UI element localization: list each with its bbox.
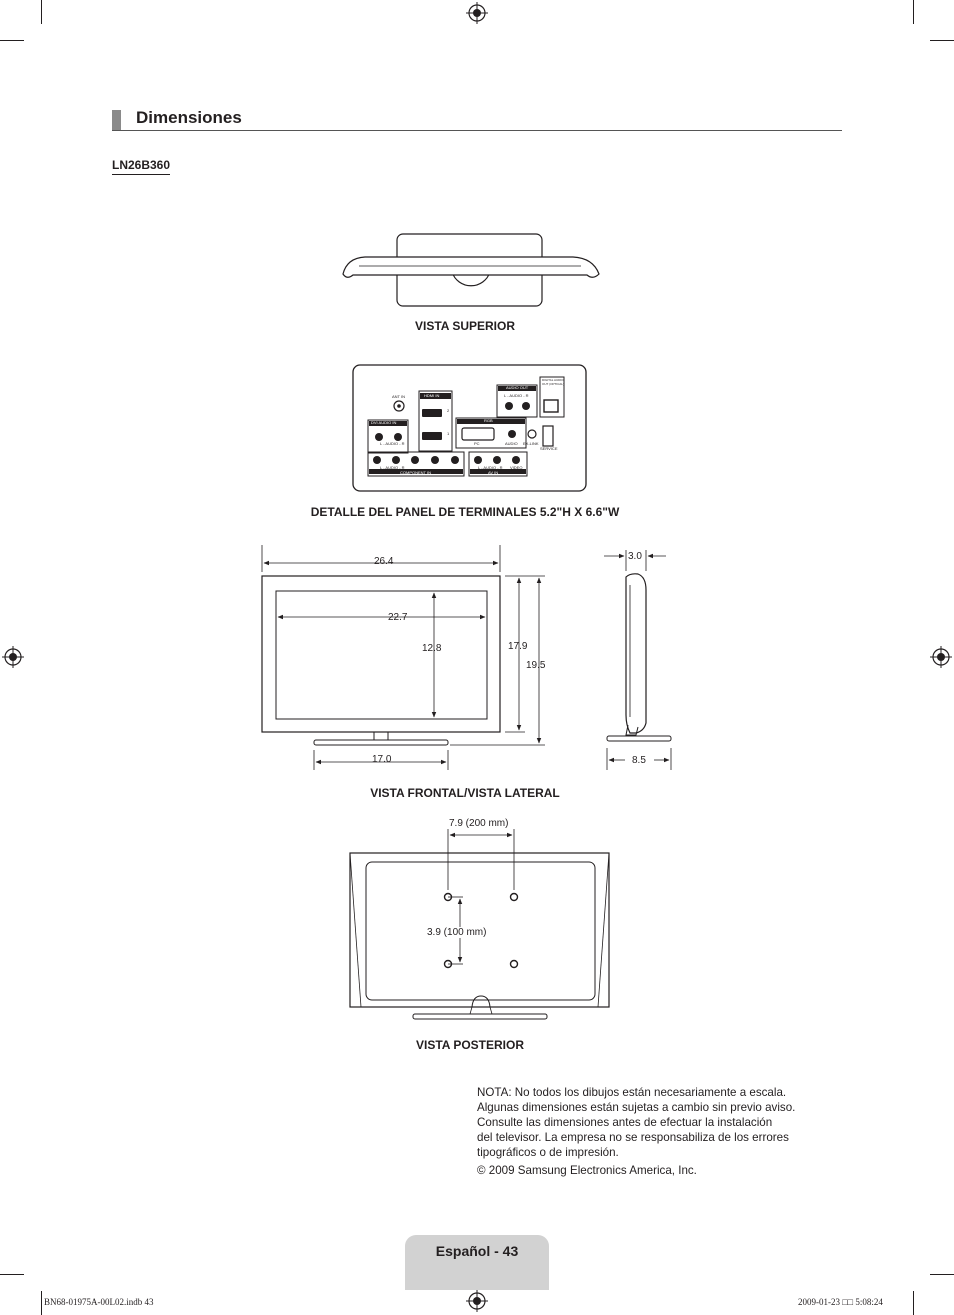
panel-label-av-in: AV IN [488, 470, 499, 475]
note-line: Algunas dimensiones están sujetas a cambio sin previo aviso. [477, 1101, 796, 1114]
service-usb-port-icon [543, 426, 553, 446]
crop-mark [913, 1291, 914, 1315]
crop-mark [41, 1291, 42, 1315]
crop-mark [930, 40, 954, 41]
footer-timestamp: 2009-01-23 □□ 5:08:24 [798, 1297, 883, 1307]
crop-mark [930, 1274, 954, 1275]
registration-mark-icon [930, 646, 952, 668]
hdmi-2-port-icon [422, 409, 442, 417]
panel-label-component-lr: L - AUDIO - R [380, 465, 405, 470]
dim-stand-depth: 8.5 [632, 755, 646, 766]
top-view-caption: VISTA SUPERIOR [414, 319, 515, 333]
dim-vesa-vertical: 3.9 (100 mm) [427, 927, 487, 938]
disclaimer-note [477, 1085, 827, 1178]
panel-label-rgb: RGB [484, 418, 493, 423]
copyright-line: © 2009 Samsung Electronics America, Inc. [477, 1164, 697, 1177]
dim-overall-width: 26.4 [374, 556, 394, 567]
registration-mark-icon [2, 646, 24, 668]
panel-label-audio-out-lr: L - AUDIO - R [504, 393, 529, 398]
dim-depth: 3.0 [628, 551, 642, 562]
model-number: LN26B360 [112, 158, 170, 175]
top-view-drawing [335, 230, 605, 310]
panel-label-dvi-audio-lr: L - AUDIO - R [380, 441, 405, 446]
note-line: Consulte las dimensiones antes de efectuar la instalación [477, 1116, 773, 1129]
rear-view-drawing [345, 815, 615, 1025]
front-view-drawing [255, 540, 555, 775]
panel-label-hdmi-1: 1 [447, 431, 450, 436]
section-title: Dimensiones [136, 108, 242, 127]
registration-mark-icon [466, 1290, 488, 1312]
dim-height-with-stand: 19.5 [526, 660, 546, 671]
section-rule [112, 130, 842, 131]
panel-label-digital-audio-out: DIGITAL AUDIO OUT (OPTICAL) [542, 378, 564, 386]
note-line: del televisor. La empresa no se responsabiliza de los errores [477, 1131, 789, 1144]
terminal-panel-caption: DETALLE DEL PANEL DE TERMINALES 5.2"H X 6.6"W [310, 505, 620, 519]
section-bar [112, 110, 121, 131]
panel-label-audio: AUDIO [505, 441, 518, 446]
rear-view-caption: VISTA POSTERIOR [415, 1038, 524, 1052]
panel-label-pc: PC [474, 441, 480, 446]
crop-mark [41, 0, 42, 24]
registration-mark-icon [466, 2, 488, 24]
vesa-hole-icon [511, 961, 518, 968]
panel-label-service: SERVICE [540, 446, 558, 451]
crop-mark [913, 0, 914, 24]
panel-label-av-lr: L - AUDIO - R [478, 465, 503, 470]
panel-label-ant-in: ANT IN [392, 394, 406, 399]
vesa-hole-icon [511, 894, 518, 901]
front-side-view-caption: VISTA FRONTAL/VISTA LATERAL [370, 786, 560, 800]
page-number-label: Español - 43 [435, 1243, 519, 1259]
crop-mark [0, 1274, 24, 1275]
note-line: NOTA: No todos los dibujos están necesariamente a escala. [477, 1086, 787, 1099]
side-view-drawing [600, 545, 680, 775]
note-line: tipográficos o de impresión. [477, 1146, 619, 1159]
panel-label-component-in: COMPONENT IN [400, 470, 432, 475]
panel-label-audio-out: AUDIO OUT [506, 385, 529, 390]
dim-screen-width: 22.7 [388, 612, 408, 623]
vga-port-icon [462, 428, 494, 440]
panel-label-video: VIDEO [510, 465, 523, 470]
panel-label-hdmi-2: 2 [447, 408, 450, 413]
dim-height-without-stand: 17.9 [508, 641, 528, 652]
dim-screen-height: 12.8 [422, 643, 442, 654]
dim-stand-width: 17.0 [372, 754, 392, 765]
dim-vesa-horizontal: 7.9 (200 mm) [449, 818, 509, 829]
panel-label-ex-link: EX-LINK [523, 441, 539, 446]
panel-label-dvi-audio-in: DVI AUDIO IN [371, 420, 397, 425]
crop-mark [0, 40, 24, 41]
panel-label-hdmi-in: HDMI IN [424, 393, 440, 398]
hdmi-1-port-icon [422, 432, 442, 440]
footer-filename: BN68-01975A-00L02.indb 43 [44, 1297, 154, 1307]
optical-port-icon [544, 400, 558, 412]
